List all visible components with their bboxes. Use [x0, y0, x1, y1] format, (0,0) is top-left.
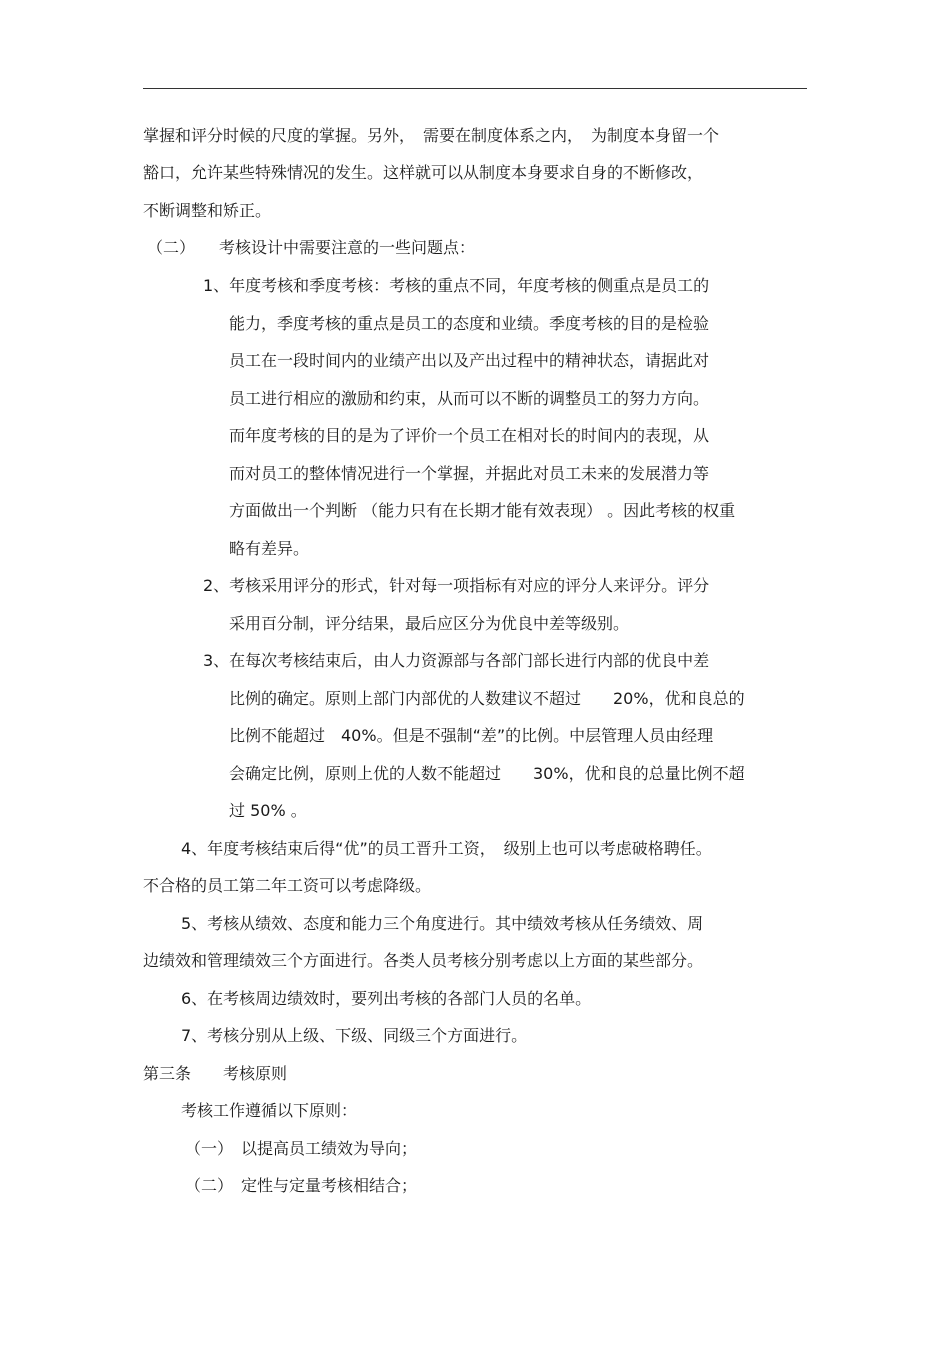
- text-line: 过 50% 。: [229, 801, 307, 820]
- text-line: 考核工作遵循以下原则：: [181, 1101, 358, 1120]
- list-item: 4、年度考核结束后得“优”的员工晋升工资， 级别上也可以考虑破格聘任。: [181, 839, 712, 858]
- text-line: 能力，季度考核的重点是员工的态度和业绩。季度考核的目的是检验: [229, 314, 710, 333]
- list-item: 6、在考核周边绩效时，要列出考核的各部门人员的名单。: [181, 989, 592, 1008]
- header-rule: [143, 88, 807, 89]
- text-line: 采用百分制，评分结果，最后应区分为优良中差等级别。: [229, 614, 630, 633]
- list-item: 1、年度考核和季度考核：考核的重点不同，年度考核的侧重点是员工的: [203, 276, 710, 295]
- list-item: 5、考核从绩效、态度和能力三个角度进行。其中绩效考核从任务绩效、周: [181, 914, 704, 933]
- text-line: 员工在一段时间内的业绩产出以及产出过程中的精神状态，请据此对: [229, 351, 710, 370]
- list-item: 3、在每次考核结束后，由人力资源部与各部门部长进行内部的优良中差: [203, 651, 710, 670]
- text-line: 略有差异。: [229, 539, 310, 558]
- list-item: 2、考核采用评分的形式，针对每一项指标有对应的评分人来评分。评分: [203, 576, 710, 595]
- text-line: 方面做出一个判断 （能力只有在长期才能有效表现） 。因此考核的权重: [229, 501, 736, 520]
- text-line: 不合格的员工第二年工资可以考虑降级。: [143, 876, 432, 895]
- list-item: （一） 以提高员工绩效为导向；: [185, 1139, 418, 1158]
- text-line: 边绩效和管理绩效三个方面进行。各类人员考核分别考虑以上方面的某些部分。: [143, 951, 704, 970]
- text-line: 会确定比例，原则上优的人数不能超过 30%，优和良的总量比例不超: [229, 764, 745, 783]
- article-heading: 第三条 考核原则: [143, 1064, 288, 1083]
- text-line: 比例的确定。原则上部门内部优的人数建议不超过 20%，优和良总的: [229, 689, 745, 708]
- text-line: 而年度考核的目的是为了评价一个员工在相对长的时间内的表现，从: [229, 426, 710, 445]
- text-line: 而对员工的整体情况进行一个掌握，并据此对员工未来的发展潜力等: [229, 464, 710, 483]
- text-line: 不断调整和矫正。: [143, 201, 272, 220]
- text-line: 掌握和评分时候的尺度的掌握。另外， 需要在制度体系之内， 为制度本身留一个: [143, 126, 720, 145]
- list-item: 7、考核分别从上级、下级、同级三个方面进行。: [181, 1026, 528, 1045]
- text-line: 比例不能超过 40%。但是不强制“差”的比例。中层管理人员由经理: [229, 726, 714, 745]
- text-line: 豁口，允许某些特殊情况的发生。这样就可以从制度本身要求自身的不断修改，: [143, 163, 704, 182]
- text-line: 员工进行相应的激励和约束，从而可以不断的调整员工的努力方向。: [229, 389, 710, 408]
- section-heading: （二） 考核设计中需要注意的一些问题点：: [147, 238, 476, 257]
- list-item: （二） 定性与定量考核相结合；: [185, 1176, 418, 1195]
